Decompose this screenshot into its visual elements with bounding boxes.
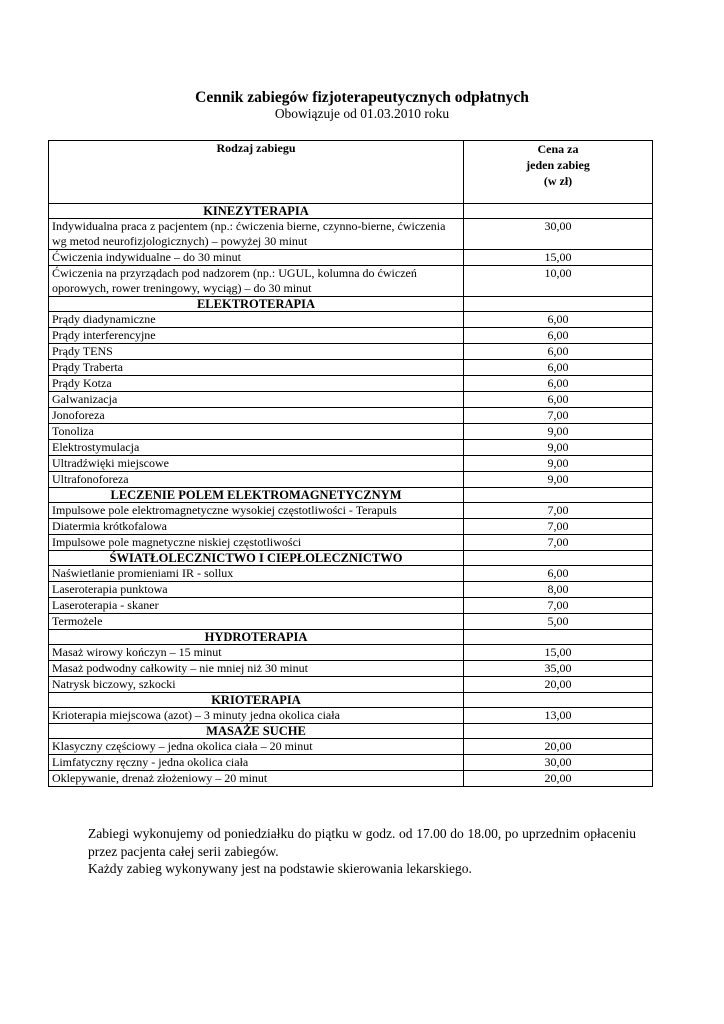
- section-title: HYDROTERAPIA: [49, 630, 464, 645]
- price-table: [48, 140, 653, 787]
- column-header-price: [464, 141, 653, 204]
- section-title: KINEZYTERAPIA: [49, 204, 464, 219]
- treatment-price: 9,00: [464, 440, 653, 456]
- section-price-empty: [464, 630, 653, 645]
- section-row: [49, 724, 653, 739]
- treatment-price: 6,00: [464, 328, 653, 344]
- document-subtitle: Obowiązuje od 01.03.2010 roku: [274, 106, 450, 121]
- footer-notes: [88, 825, 636, 878]
- treatment-price: 7,00: [464, 519, 653, 535]
- table-row: [49, 424, 653, 440]
- table-row: [49, 266, 653, 297]
- section-price-empty: [464, 488, 653, 503]
- section-row: [49, 551, 653, 566]
- treatment-price: 10,00: [464, 266, 653, 297]
- treatment-name: Tonoliza: [49, 424, 464, 440]
- treatment-name: Oklepywanie, drenaż złożeniowy – 20 minut: [49, 771, 464, 787]
- treatment-price: 6,00: [464, 344, 653, 360]
- column-header-name: Rodzaj zabiegu: [49, 141, 464, 204]
- table-row: [49, 598, 653, 614]
- table-row: [49, 566, 653, 582]
- treatment-price: 7,00: [464, 598, 653, 614]
- table-row: [49, 344, 653, 360]
- treatment-price: 6,00: [464, 360, 653, 376]
- treatment-price: 20,00: [464, 677, 653, 693]
- table-row: [49, 519, 653, 535]
- treatment-name: Prądy Traberta: [49, 360, 464, 376]
- section-price-empty: [464, 551, 653, 566]
- treatment-name: Diatermia krótkofalowa: [49, 519, 464, 535]
- section-title: KRIOTERAPIA: [49, 693, 464, 708]
- treatment-price: 7,00: [464, 535, 653, 551]
- table-row: [49, 535, 653, 551]
- treatment-name: Elektrostymulacja: [49, 440, 464, 456]
- price-table-body: [49, 204, 653, 787]
- treatment-price: 8,00: [464, 582, 653, 598]
- section-title: ELEKTROTERAPIA: [49, 297, 464, 312]
- table-row: [49, 708, 653, 724]
- treatment-name: Klasyczny częściowy – jedna okolica ciała – 20 minut: [49, 739, 464, 755]
- section-row: [49, 204, 653, 219]
- section-price-empty: [464, 724, 653, 739]
- treatment-name: Masaż podwodny całkowity – nie mniej niż 30 minut: [49, 661, 464, 677]
- treatment-name: Prądy interferencyjne: [49, 328, 464, 344]
- treatment-name: Indywidualna praca z pacjentem (np.: ćwiczenia bierne, czynno-bierne, ćwiczenia wg metod neurofizjologicznych) – powyżej 30 minut: [49, 219, 464, 250]
- table-row: [49, 312, 653, 328]
- table-header-row: [49, 141, 653, 204]
- section-row: [49, 488, 653, 503]
- table-row: [49, 219, 653, 250]
- table-row: [49, 440, 653, 456]
- section-row: [49, 297, 653, 312]
- treatment-price: 9,00: [464, 424, 653, 440]
- treatment-name: Ultrafonoforeza: [49, 472, 464, 488]
- table-row: [49, 408, 653, 424]
- treatment-name: Ćwiczenia na przyrządach pod nadzorem (np.: UGUL, kolumna do ćwiczeń oporowych, rower treningowy, wyciąg) – do 30 minut: [49, 266, 464, 297]
- treatment-price: 9,00: [464, 456, 653, 472]
- treatment-price: 30,00: [464, 219, 653, 250]
- table-row: [49, 472, 653, 488]
- treatment-name: Ultradźwięki miejscowe: [49, 456, 464, 472]
- treatment-price: 20,00: [464, 739, 653, 755]
- treatment-name: Limfatyczny ręczny - jedna okolica ciała: [49, 755, 464, 771]
- treatment-name: Prądy TENS: [49, 344, 464, 360]
- section-price-empty: [464, 204, 653, 219]
- treatment-name: Prądy Kotza: [49, 376, 464, 392]
- treatment-name: Masaż wirowy kończyn – 15 minut: [49, 645, 464, 661]
- section-title: LECZENIE POLEM ELEKTROMAGNETYCZNYM: [49, 488, 464, 503]
- treatment-name: Galwanizacja: [49, 392, 464, 408]
- table-row: [49, 677, 653, 693]
- table-row: [49, 771, 653, 787]
- footer-schedule-note: Zabiegi wykonujemy od poniedziałku do piątku w godz. od 17.00 do 18.00, po uprzednim opłaceniu przez pacjenta całej serii zabiegów.: [88, 826, 636, 859]
- section-price-empty: [464, 297, 653, 312]
- table-row: [49, 392, 653, 408]
- treatment-price: 15,00: [464, 250, 653, 266]
- treatment-name: Impulsowe pole magnetyczne niskiej częstotliwości: [49, 535, 464, 551]
- document-title: Cennik zabiegów fizjoterapeutycznych odpłatnych: [195, 89, 529, 106]
- table-row: [49, 614, 653, 630]
- treatment-name: Laseroterapia - skaner: [49, 598, 464, 614]
- treatment-price: 20,00: [464, 771, 653, 787]
- section-title: ŚWIATŁOLECZNICTWO I CIEPŁOLECZNICTWO: [49, 551, 464, 566]
- table-row: [49, 328, 653, 344]
- treatment-price: 7,00: [464, 503, 653, 519]
- table-row: [49, 739, 653, 755]
- treatment-price: 5,00: [464, 614, 653, 630]
- column-header-price-line: Cena za: [537, 142, 579, 156]
- section-row: [49, 693, 653, 708]
- treatment-price: 6,00: [464, 392, 653, 408]
- treatment-name: Naświetlanie promieniami IR - sollux: [49, 566, 464, 582]
- column-header-price-line: (w zł): [543, 174, 573, 188]
- section-row: [49, 630, 653, 645]
- treatment-name: Ćwiczenia indywidualne – do 30 minut: [49, 250, 464, 266]
- treatment-name: Termożele: [49, 614, 464, 630]
- section-price-empty: [464, 693, 653, 708]
- table-row: [49, 582, 653, 598]
- table-row: [49, 755, 653, 771]
- treatment-name: Impulsowe pole elektromagnetyczne wysokiej częstotliwości - Terapuls: [49, 503, 464, 519]
- treatment-price: 35,00: [464, 661, 653, 677]
- treatment-price: 6,00: [464, 312, 653, 328]
- treatment-name: Krioterapia miejscowa (azot) – 3 minuty jedna okolica ciała: [49, 708, 464, 724]
- treatment-price: 7,00: [464, 408, 653, 424]
- treatment-price: 30,00: [464, 755, 653, 771]
- treatment-price: 6,00: [464, 566, 653, 582]
- column-header-price-line: jeden zabieg: [526, 158, 590, 172]
- table-row: [49, 661, 653, 677]
- treatment-price: 9,00: [464, 472, 653, 488]
- treatment-price: 6,00: [464, 376, 653, 392]
- table-row: [49, 376, 653, 392]
- table-row: [49, 456, 653, 472]
- table-row: [49, 250, 653, 266]
- treatment-name: Laseroterapia punktowa: [49, 582, 464, 598]
- footer-referral-note: Każdy zabieg wykonywany jest na podstawie skierowania lekarskiego.: [88, 861, 472, 876]
- treatment-price: 15,00: [464, 645, 653, 661]
- treatment-price: 13,00: [464, 708, 653, 724]
- table-row: [49, 503, 653, 519]
- treatment-name: Natrysk biczowy, szkocki: [49, 677, 464, 693]
- treatment-name: Prądy diadynamiczne: [49, 312, 464, 328]
- section-title: MASAŻE SUCHE: [49, 724, 464, 739]
- table-row: [49, 360, 653, 376]
- table-row: [49, 645, 653, 661]
- treatment-name: Jonoforeza: [49, 408, 464, 424]
